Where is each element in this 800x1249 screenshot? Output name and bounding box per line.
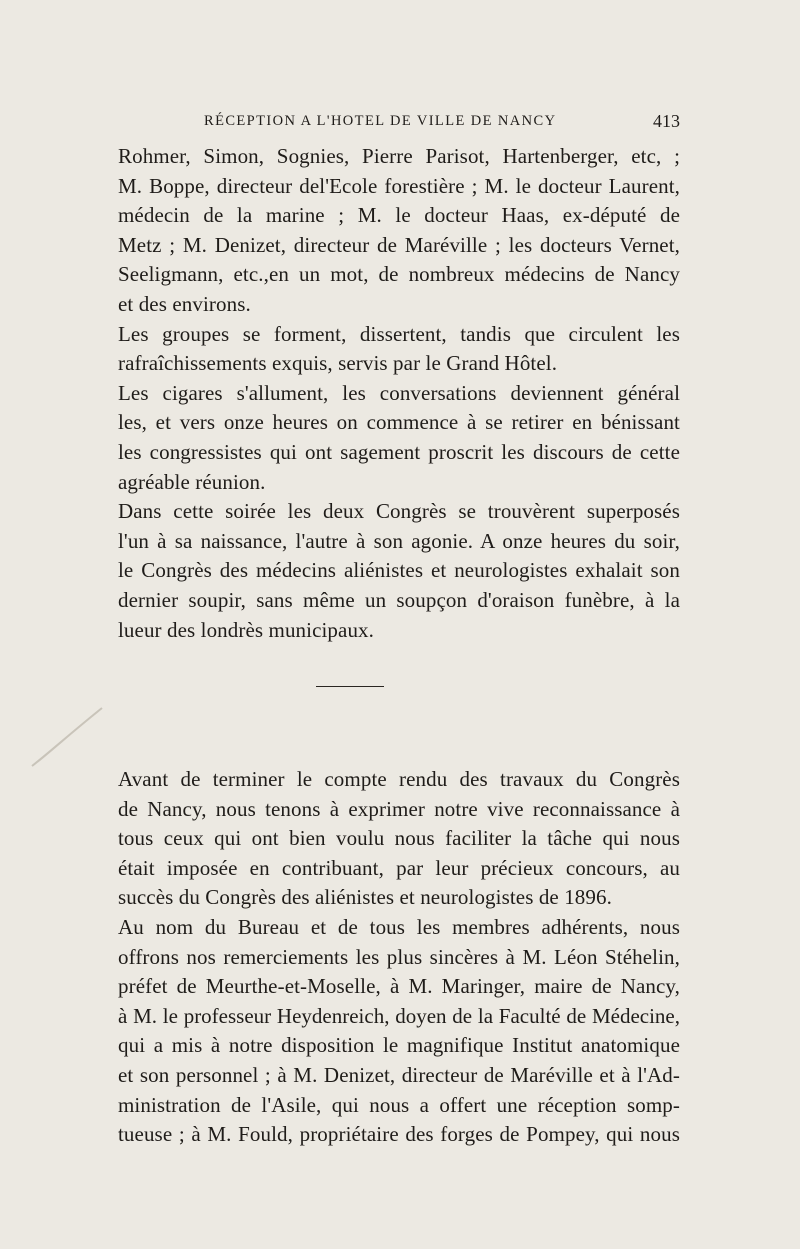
text-line: Les groupes se forment, dissertent, tandis que circulent les [118,321,680,346]
text-line: tous ceux qui ont bien voulu nous faciliter la tâche qui nous [118,826,680,851]
text-line: et des environs. [118,291,251,316]
text-line: lueur des londrès municipaux. [118,617,375,642]
running-title: RÉCEPTION A L'HOTEL DE VILLE DE NANCY [204,113,557,129]
text-line: Au nom du Bureau et de tous les membres adhérents, nous [118,914,680,939]
text-line: succès du Congrès des aliénistes et neurologistes de 1896. [118,885,612,910]
text-block-bottom [118,765,680,1150]
scan-smudge-mark [28,700,108,770]
text-line: M. Boppe, directeur del'Ecole forestière ; M. le docteur Laurent, [118,173,680,198]
text-line: rafraîchissements exquis, servis par le Grand Hôtel. [118,351,558,376]
text-block-top [118,142,680,645]
text-line: les congressistes qui ont sagement proscrit les discours de cette [118,439,680,464]
text-line: Les cigares s'allument, les conversations deviennent général [118,380,680,405]
text-line: Seeligmann, etc.,en un mot, de nombreux médecins de Nancy [118,262,680,287]
text-line: ministration de l'Asile, qui nous a offert une réception somp- [118,1092,680,1117]
text-line: agréable réunion. [118,469,266,494]
text-line: à M. le professeur Heydenreich, doyen de la Faculté de Médecine, [118,1003,680,1028]
text-line: Rohmer, Simon, Sognies, Pierre Parisot, Hartenberger, etc, ; [118,144,680,168]
text-line: était imposée en contribuant, par leur précieux concours, au [118,855,680,880]
text-line: les, et vers onze heures on commence à se retirer en bénissant [118,410,680,435]
text-line: médecin de la marine ; M. le docteur Haas, ex-député de [118,203,680,228]
text-line: Dans cette soirée les deux Congrès se trouvèrent superposés [118,499,680,524]
text-line: Avant de terminer le compte rendu des travaux du Congrès [118,767,680,791]
text-line: préfet de Meurthe-et-Moselle, à M. Maringer, maire de Nancy, [118,974,680,999]
text-line: qui a mis à notre disposition le magnifique Institut anatomique [118,1033,680,1058]
text-line: l'un à sa naissance, l'autre à son agonie. A onze heures du soir, [118,528,680,553]
text-line: et son personnel ; à M. Denizet, directeur de Maréville et à l'Ad- [118,1062,680,1087]
text-line: Metz ; M. Denizet, directeur de Maréville ; les docteurs Vernet, [118,232,680,257]
text-line: tueuse ; à M. Fould, propriétaire des forges de Pompey, qui nous [118,1122,680,1147]
text-line: le Congrès des médecins aliénistes et neurologistes exhalait son [118,558,680,583]
text-line: dernier soupir, sans même un soupçon d'oraison funèbre, à la [118,587,680,612]
text-line: offrons nos remerciements les plus sincères à M. Léon Stéhelin, [118,944,680,969]
text-line: de Nancy, nous tenons à exprimer notre vive reconnaissance à [118,796,680,821]
page-number: 413 [653,111,680,131]
running-header [118,113,680,133]
section-separator [316,686,384,687]
